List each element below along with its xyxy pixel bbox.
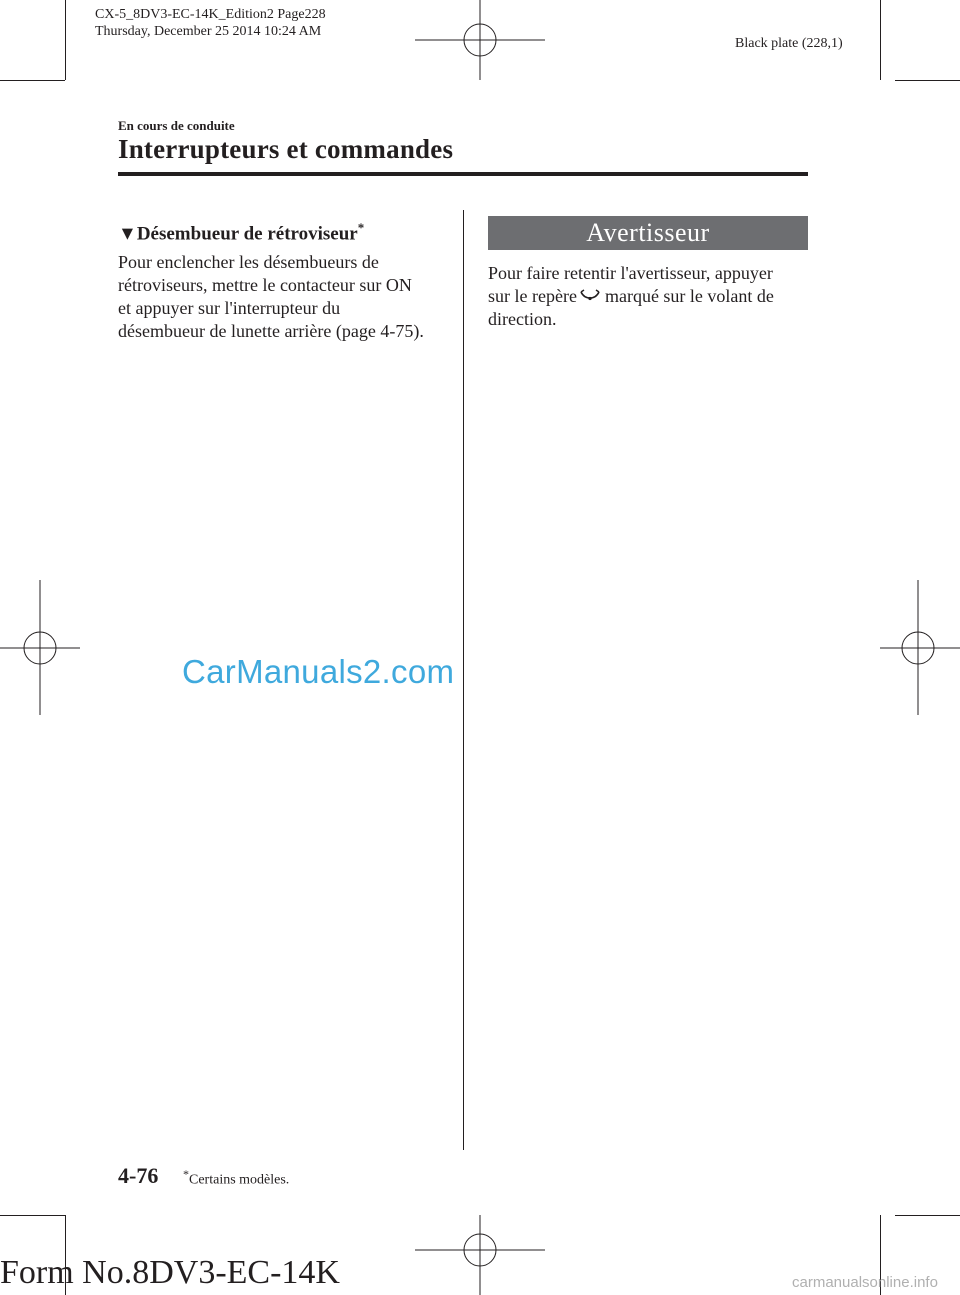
footnote — [183, 1167, 289, 1189]
footnote-text: Certains modèles. — [189, 1172, 290, 1188]
right-paragraph — [488, 262, 818, 331]
left-paragraph-line: Pour enclencher les désembueurs de — [118, 252, 379, 272]
subsection-heading — [118, 220, 364, 245]
page-number: 4-76 — [118, 1163, 159, 1188]
registration-mark-right — [875, 580, 960, 715]
right-paragraph-segment: sur le repère — [488, 286, 577, 306]
right-paragraph-segment: marqué sur le volant de — [604, 286, 774, 306]
registration-mark-top — [415, 0, 545, 85]
column-divider — [463, 210, 464, 1150]
print-job-info — [95, 6, 326, 40]
watermark-logo: CarManuals2.com — [182, 653, 455, 690]
heading-text: Désembueur de rétroviseur — [136, 223, 358, 245]
footnote-star: * — [183, 1167, 189, 1181]
print-job-line2: Thursday, December 25 2014 10:24 AM — [95, 24, 322, 39]
heading-star: * — [357, 220, 365, 235]
right-paragraph-line — [488, 285, 818, 308]
form-number: Form No.8DV3-EC-14K — [0, 1254, 340, 1291]
registration-mark-bottom — [415, 1210, 545, 1295]
registration-mark-left — [0, 580, 85, 715]
section-banner: Avertisseur — [488, 216, 808, 250]
chapter-title: Interrupteurs et commandes — [118, 134, 454, 164]
section-label: En cours de conduite — [118, 118, 235, 133]
plate-info: Black plate (228,1) — [735, 36, 843, 51]
left-paragraph — [118, 251, 463, 343]
site-mark: carmanualsonline.info — [792, 1274, 938, 1291]
heading-marker: ▼ — [118, 223, 137, 245]
left-paragraph-line: désembueur de lunette arrière (page 4-75). — [118, 321, 424, 341]
print-job-line1: CX-5_8DV3-EC-14K_Edition2 Page228 — [95, 7, 326, 22]
horn-icon — [579, 289, 601, 303]
right-paragraph-line: direction. — [488, 309, 557, 329]
header-rule — [118, 172, 808, 176]
left-paragraph-line: et appuyer sur l'interrupteur du — [118, 298, 341, 318]
right-paragraph-line: Pour faire retentir l'avertisseur, appuyer — [488, 263, 773, 283]
left-paragraph-line: rétroviseurs, mettre le contacteur sur ON — [118, 275, 412, 295]
